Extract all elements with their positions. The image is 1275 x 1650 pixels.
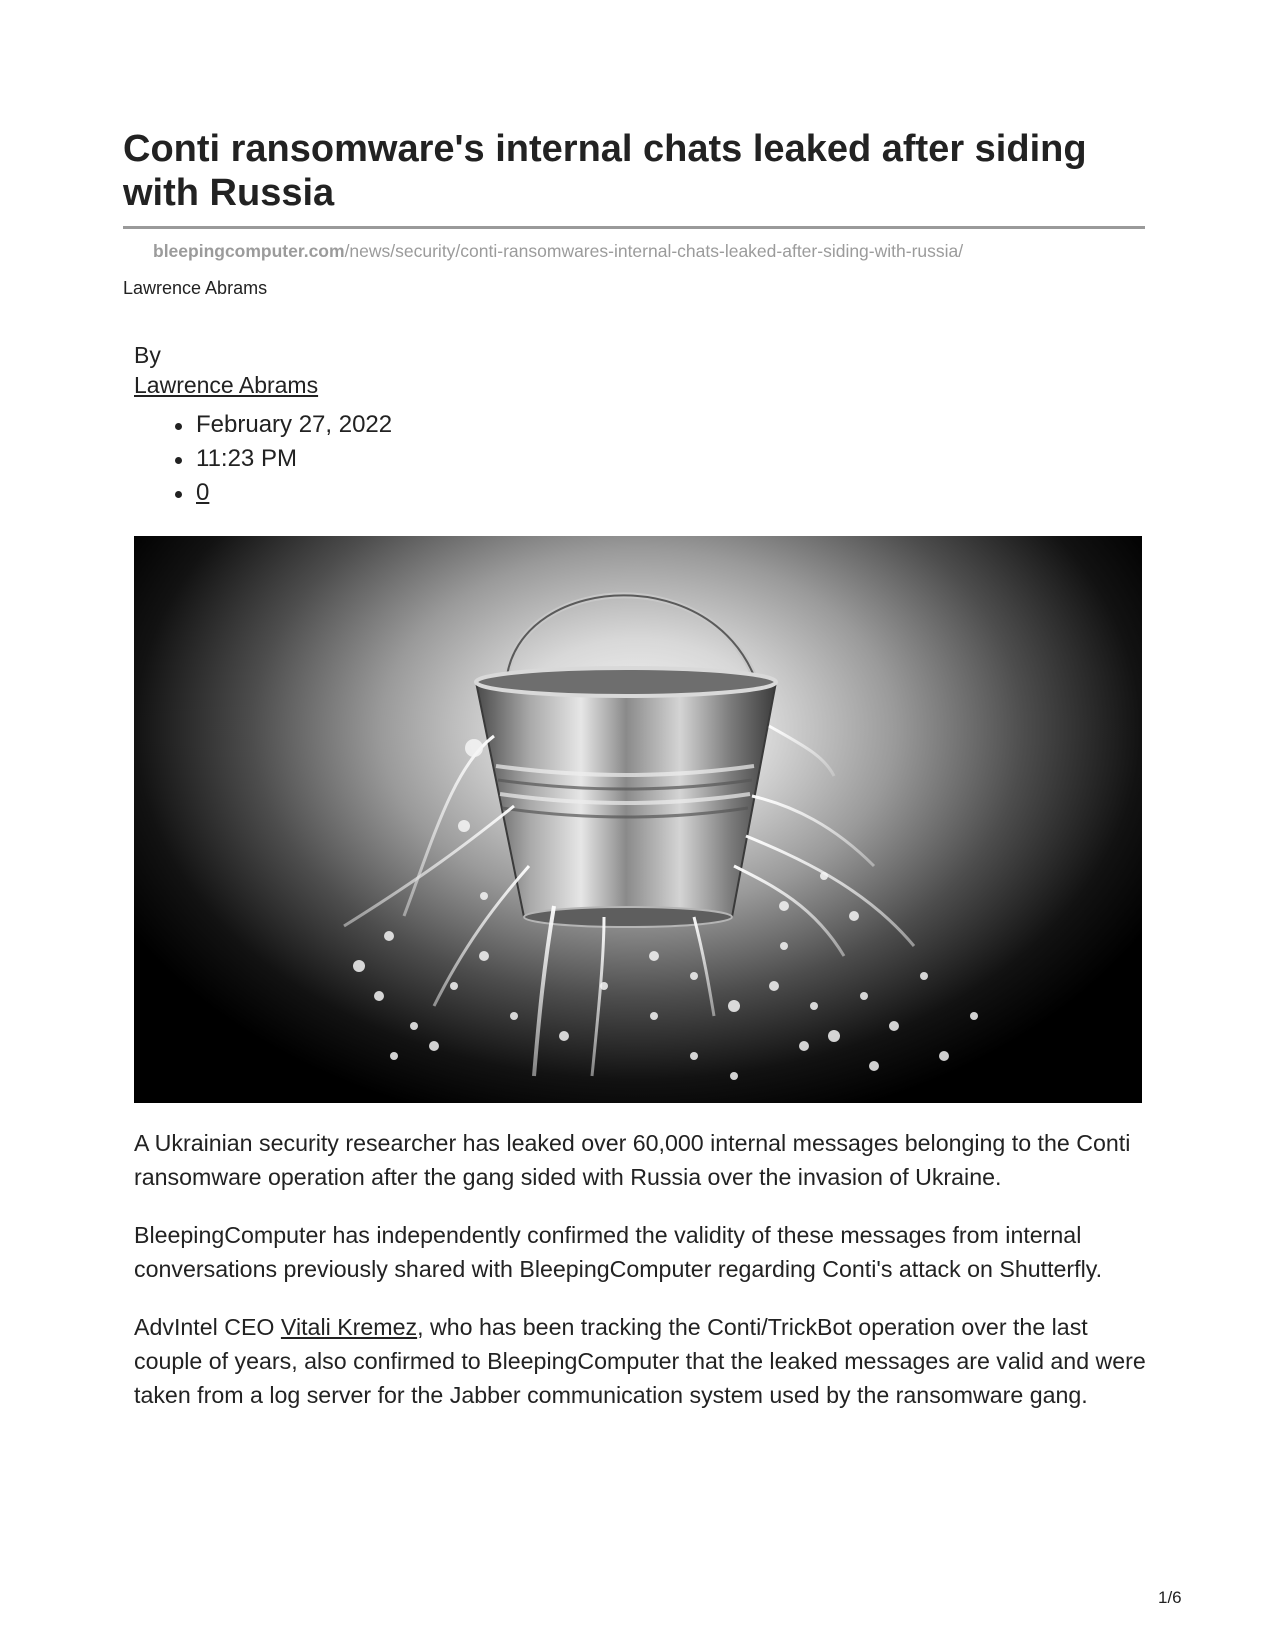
source-domain: bleepingcomputer.com [153,241,345,261]
article-body [134,1126,1149,1436]
article-meta-list [134,408,392,510]
title-divider [123,226,1145,229]
publish-time: 11:23 PM [196,442,392,476]
byline-prefix: By [134,342,161,368]
author-label: Lawrence Abrams [123,278,268,298]
paragraph-2: BleepingComputer has independently confirmed the validity of these messages from internal conversations previously shared with BleepingComputer regarding Conti's attack on Shutterfly. [134,1222,1103,1282]
page-title: Conti ransomware's internal chats leaked after siding with Russia [123,128,1087,214]
byline-author-link[interactable]: Lawrence Abrams [134,372,319,398]
comment-count-link[interactable]: 0 [196,479,210,506]
publish-date: February 27, 2022 [196,408,392,442]
hero-image [134,536,1142,1103]
paragraph-3-rest: , who has been tracking the Conti/TrickBot operation over the last couple of years, also confirmed to BleepingComputer that the leaked messages are valid and were taken from a log server for the Jabber communication system used by the ransomware gang. [134,1314,1146,1408]
paragraph-1: A Ukrainian security researcher has leaked over 60,000 internal messages belonging to the Conti ransomware operation after the gang sided with Russia over the invasion of Ukraine. [134,1130,1131,1190]
leaking-bucket-icon [134,536,1142,1103]
source-url[interactable] [153,241,963,262]
comment-count-item [196,476,392,510]
vitali-kremez-link[interactable]: Vitali Kremez [280,1314,418,1340]
paragraph-3-intro: AdvIntel CEO [134,1314,281,1340]
byline [134,340,318,400]
page-number: 1/6 [1158,1588,1182,1607]
source-path: /news/security/conti-ransomwares-internal-chats-leaked-after-siding-with-russia/ [344,241,964,261]
paragraph-3 [134,1310,1149,1412]
